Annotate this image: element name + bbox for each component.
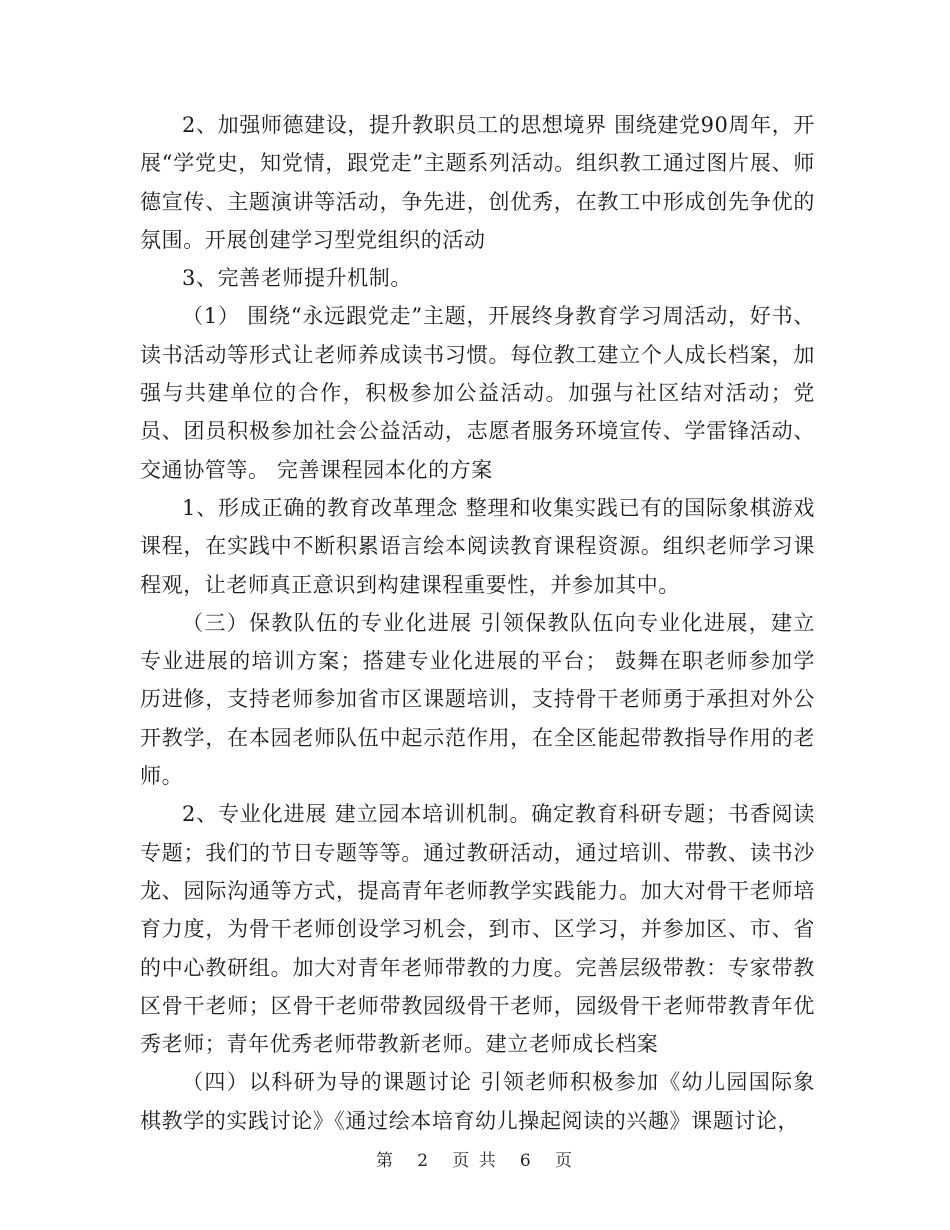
footer-total-pages: 6: [519, 1151, 533, 1171]
paragraph-lifelong-learning: （1） 围绕“永远跟党走”主题，开展终身教育学习周活动，好书、读书活动等形式让老师养成读书习惯。每位教工建立个人成长档案，加强与共建单位的合作，积极参加公益活动。加强与社区结对活动；党员、团员积极参加社会公益活动，志愿者服务环境宣传、学雷锋活动、交通协管等。 完善课程园本化的方案: [140, 304, 815, 482]
footer-prefix: 第: [376, 1151, 396, 1171]
paragraph-teacher-ethics: 2、加强师德建设，提升教职员工的思想境界 围绕建党90周年，开展“学党史，知党情，跟党走”主题系列活动。组织教工通过图片展、师德宣传、主题演讲等活动，争先进，创优秀，在教工中形成创先争优的氛围。开展创建学习型党组织的活动: [140, 113, 815, 252]
footer-middle: 页 共: [452, 1151, 498, 1171]
footer-suffix: 页: [554, 1151, 574, 1171]
document-body: [140, 106, 815, 1140]
page-footer: [0, 1146, 950, 1171]
paragraph-education-reform: 1、形成正确的教育改革理念 整理和收集实践已有的国际象棋游戏课程，在实践中不断积累语言绘本阅读教育课程资源。组织老师学习课程观，让老师真正意识到构建课程重要性，并参加其中。: [140, 495, 815, 597]
paragraph-research-topics: （四）以科研为导的课题讨论 引领老师积极参加《幼儿园国际象棋教学的实践讨论》《通过绘本培育幼儿操起阅读的兴趣》课题讨论，: [140, 1070, 815, 1133]
paragraph-staff-professionalization: （三）保教队伍的专业化进展 引领保教队伍向专业化进展，建立专业进展的培训方案；搭建专业化进展的平台； 鼓舞在职老师参加学历进修，支持老师参加省市区课题培训，支持骨干老师勇于承担对外公开教学，在本园老师队伍中起示范作用，在全区能起带教指导作用的老师。: [140, 610, 815, 789]
footer-current-page: 2: [417, 1151, 431, 1171]
paragraph-professional-development: 2、专业化进展 建立园本培训机制。确定教育科研专题；书香阅读专题；我们的节日专题等等。通过教研活动，通过培训、带教、读书沙龙、园际沟通等方式，提高青年老师教学实践能力。加大对骨干老师培育力度，为骨干老师创设学习机会，到市、区学习，并参加区、市、省的中心教研组。加大对青年老师带教的力度。完善层级带教：专家带教区骨干老师；区骨干老师带教园级骨干老师，园级骨干老师带教青年优秀老师；青年优秀老师带教新老师。建立老师成长档案: [140, 802, 815, 1057]
paragraph-improve-mechanism: 3、完善老师提升机制。: [182, 266, 412, 291]
